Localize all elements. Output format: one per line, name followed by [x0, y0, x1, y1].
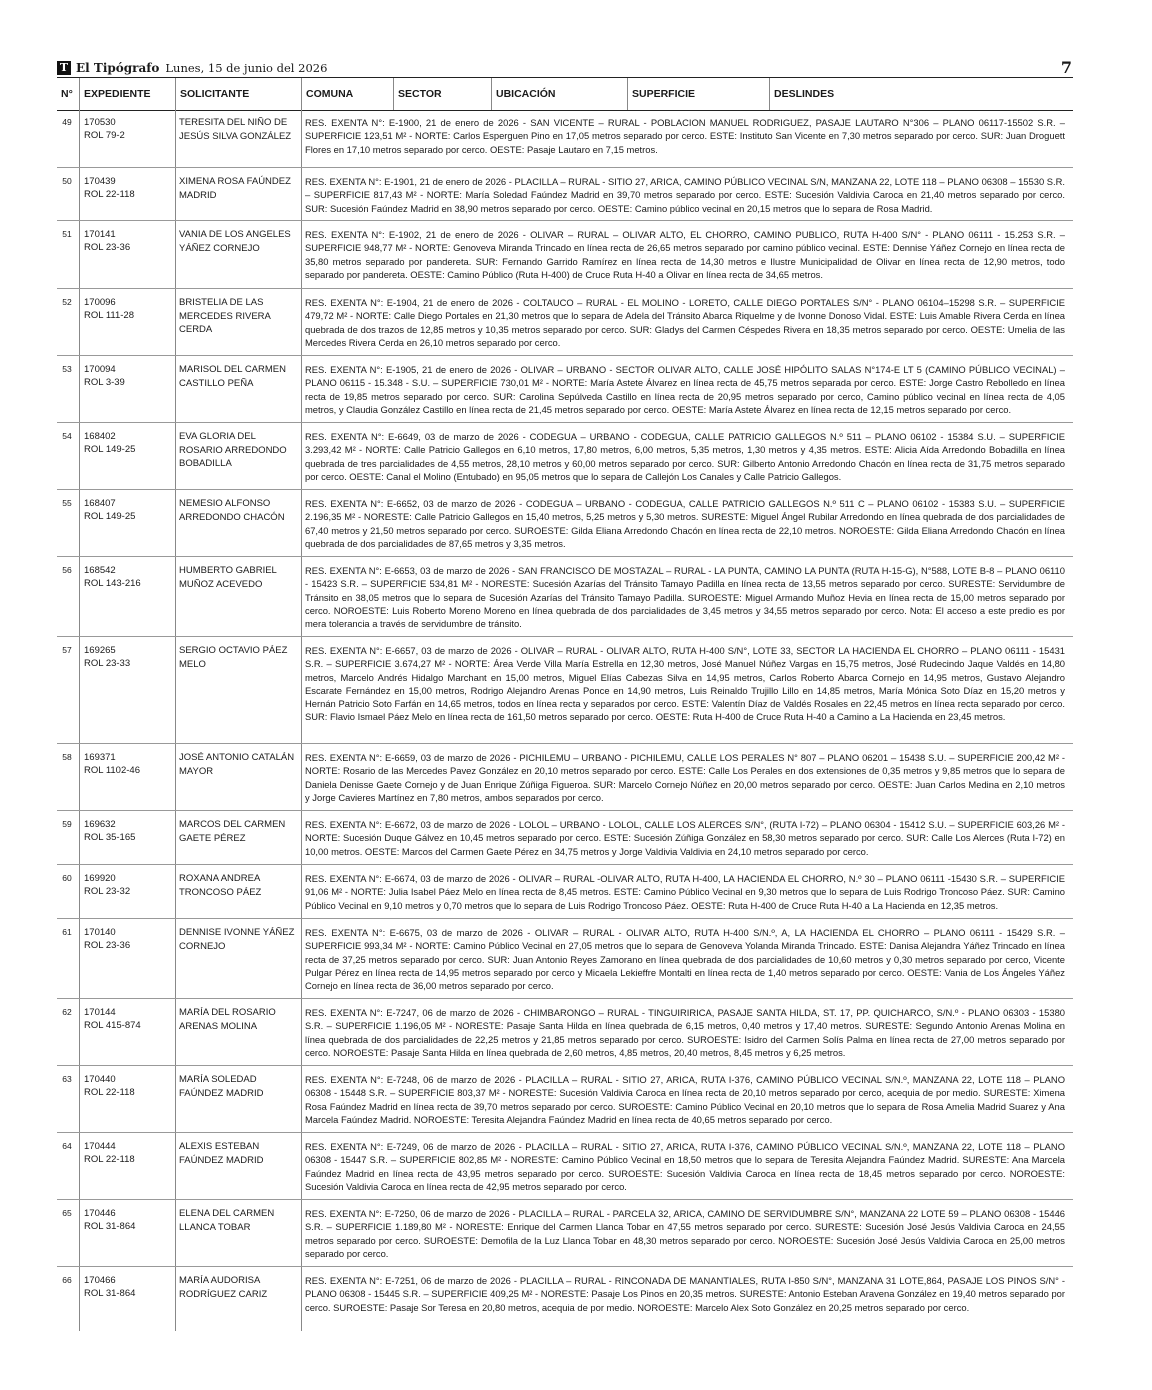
solicitante-cell: MARÍA SOLEDAD FAÚNDEZ MADRID: [179, 1074, 264, 1099]
solicitante-cell: EVA GLORIA DEL ROSARIO ARREDONDO BOBADILLA: [179, 431, 287, 469]
rol-number: ROL 415-874: [84, 1020, 141, 1031]
table-row: [57, 1066, 1073, 1133]
newspaper-logo-icon: T: [57, 61, 71, 75]
expediente-number: 168407: [84, 498, 116, 509]
expediente-number: 169265: [84, 645, 116, 656]
solicitante-cell: VANIA DE LOS ANGELES YÁÑEZ CORNEJO: [179, 229, 291, 254]
newspaper-name: El Tipógrafo: [76, 61, 160, 75]
table-row: [57, 1200, 1073, 1267]
expediente-cell: [84, 751, 169, 777]
deslindes-cell: RES. EXENTA N°: E-6674, 03 de marzo de 2026 - OLIVAR – RURAL -OLIVAR ALTO, RUTA H-400, LA HACIENDA EL CHORRO, N.º 30 – PLANO 06111 -15430 S.R. – SUPERFICIE 91,06 M² - NORTE: Julia Isabel Páez Melo en línea recta de 8,45 metros. ESTE: Camino Público Vecinal en 9,30 metros que lo separa de Luis Rodrigo Troncoso Páez. SUR: Camino Público Vecinal en 9,10 metros y 0,70 metros que lo separa de Luis Rodrigo Troncoso Páez. OESTE: Ruta H-400 de Cruce Ruta H-40 a La Hacienda en 12,35 metros.: [305, 873, 1065, 911]
rol-number: ROL 22-118: [84, 1087, 135, 1098]
deslindes-cell: RES. EXENTA N°: E-6659, 03 de marzo de 2026 - PICHILEMU – URBANO - PICHILEMU, CALLE LOS PERALES N° 807 – PLANO 06201 – 15438 S.U. – SUPERFICIE 200,42 M² - NORTE: Rosario de las Mercedes Pavez González en 20,10 metros separado por cerco. ESTE: Calle Los Perales en dos extensiones de 0,35 metros y 9,85 metros que lo separa de Daniela Denisse Gaete Cornejo y de Juan Enrique Zúñiga Figueroa. SUR: Marcelo Cornejo Núñez en 20,00 metros separado por cerco. OESTE: Juan Carlos Medina en 2,10 metros y Jorge Cavieres Martínez en 7,80 metros, ambos separados por cerco.: [305, 752, 1065, 803]
row-number: 54: [62, 431, 72, 441]
expediente-cell: [84, 644, 169, 670]
expediente-cell: [84, 1140, 169, 1166]
row-number: 60: [62, 873, 72, 883]
deslindes-cell: RES. EXENTA N°: E-7247, 06 de marzo de 2026 - CHIMBARONGO – RURAL - TINGUIRIRICA, PASAJE SANTA HILDA, ST. 17, PP. QUICHARCO, S/N.º - PLANO 06303 - 15380 S.R. – SUPERFICIE 1.196,05 M² - NORESTE: Pasaje Santa Hilda en línea quebrada de 6,15 metros, 0,40 metros y 17,40 metros. SURESTE: Segundo Antonio Arenas Molina en línea quebrada de dos parcialidades de 22,25 metros y 21,85 metros separado por cerco. SUROESTE: Isidro del Carmen Solís Palma en línea recta de 27,00 metros separado por cerco. NOROESTE: Pasaje Santa Hilda en línea quebrada de 2,60 metros, 4,85 metros, 20,40 metros, 8,45 metros y 6,25 metros.: [305, 1007, 1065, 1058]
table-row: [57, 168, 1073, 221]
expediente-number: 170466: [84, 1275, 116, 1286]
expediente-number: 168402: [84, 431, 116, 442]
expediente-number: 170096: [84, 297, 116, 308]
expediente-number: 170440: [84, 1074, 116, 1085]
row-number: 63: [62, 1074, 72, 1084]
expediente-cell: [84, 497, 169, 523]
table-row: [57, 423, 1073, 490]
table-row: [57, 811, 1073, 865]
expediente-number: 170140: [84, 927, 116, 938]
deslindes-cell: RES. EXENTA N°: E-1902, 21 de enero de 2026 - OLIVAR – RURAL – OLIVAR ALTO, EL CHORRO, CAMINO PUBLICO, RUTA H-400 S/N° - PLANO 06111 - 15.253 S.R. – SUPERFICIE 948,77 M² - NORTE: Genoveva Miranda Trincado en línea recta de 26,65 metros separado por camino público vecinal. ESTE: Dennise Yáñez Cornejo en línea recta de 35,80 metros separado por pandereta. SUR: Fernando Garrido Ramírez en línea recta de 14,30 metros e Ilustre Municipalidad de Olivar en línea recta de 12,90 metros, todo separado por pandereta. OESTE: Camino Público (Ruta H-400) de Cruce Ruta H-40 a Olivar en línea recta de 34,65 metros.: [305, 229, 1065, 280]
rol-number: ROL 149-25: [84, 511, 136, 522]
row-number: 50: [62, 176, 72, 186]
masthead: [57, 58, 1072, 78]
deslindes-cell: RES. EXENTA N°: E-6653, 03 de marzo de 2026 - SAN FRANCISCO DE MOSTAZAL – RURAL - LA PUNTA, CAMINO LA PUNTA (RUTA H-15-G), N°588, LOTE B-8 – PLANO 06110 - 15423 S.R. – SUPERFICIE 534,81 M² - NORESTE: Sucesión Azarías del Tránsito Tamayo Padilla en línea recta de 13,55 metros separado por cerco. SURESTE: Servidumbre de Tránsito en 38,05 metros que lo separa de Sucesión Azarías del Tránsito Tamayo Padilla. SUROESTE: Miguel Armando Muñoz Hevia en línea recta de 15,00 metros separado por cerco. NOROESTE: Luis Roberto Moreno Moreno en línea quebrada de dos parcialidades de 3,45 metros y 34,55 metros separado por cerco. Nota: El acceso a este predio es por mera tolerancia a través de servidumbre de tránsito.: [305, 565, 1065, 630]
expediente-cell: [84, 228, 169, 254]
deslindes-cell: RES. EXENTA N°: E-6657, 03 de marzo de 2026 - OLIVAR – RURAL - OLIVAR ALTO, RUTA H-400 S/N°, LOTE 33, SECTOR LA HACIENDA EL CHORRO – PLANO 06111 - 15431 S.R. – SUPERFICIE 3.674,27 M² - NORTE: Área Verde Villa María Estrella en 12,30 metros, José Manuel Núñez Vargas en 15,75 metros, José Rudecindo Jaque Valdés en 14,80 metros, Marcelo Andrés Hidalgo Marchant en 15,00 metros, Miguel Elías Cabezas Silva en 14,95 metros, Carlos Roberto Abarca Cornejo en 14,95 metros, Gustavo Alejandro Escarate Fernández en 15,00 metros, Rodrigo Alejandro Arenas Ponce en 14,90 metros, Luis Reinaldo Trujillo Lillo en 14,85 metros, María Mónica Soto Díaz en 15,20 metros y Hernán Patricio Soto Farfán en 14,65 metros, todos en línea recta y separados por cerco. ESTE: Valentín Díaz de Valdés Rosales en 22,45 metros en línea recta separado por cerco. SUR: Flavio Ismael Páez Melo en línea recta de 161,50 metros separado por cerco. OESTE: Ruta H-400 de Cruce Ruta H-40 a Camino a La Hacienda en 23,45 metros.: [305, 645, 1065, 723]
solicitante-cell: MARÍA AUDORISA RODRÍGUEZ CARIZ: [179, 1275, 268, 1300]
expediente-number: 170094: [84, 364, 116, 375]
expediente-cell: [84, 430, 169, 456]
expediente-cell: [84, 1073, 169, 1099]
solicitante-cell: ROXANA ANDREA TRONCOSO PÁEZ: [179, 873, 262, 898]
table-row: [57, 356, 1073, 423]
rol-number: ROL 31-864: [84, 1221, 136, 1232]
expediente-cell: [84, 1006, 169, 1032]
row-number: 52: [62, 297, 72, 307]
header-deslindes: DESLINDES: [769, 78, 1073, 110]
table-row: [57, 744, 1073, 811]
rol-number: ROL 23-32: [84, 886, 131, 897]
deslindes-cell: RES. EXENTA N°: E-1901, 21 de enero de 2026 - PLACILLA – RURAL - SITIO 27, ARICA, CAMINO PÚBLICO VECINAL S/N, MANZANA 22, LOTE 118 – PLANO 06308 – 15530 S.R. – SUPERFICIE 817,43 M² - NORTE: María Soledad Faúndez Madrid en 39,70 metros separado por cerco. ESTE: Sucesión Valdivia Caroca en 21,40 metros separado por cerco. SUR: Sucesión Faúndez Madrid en 38,90 metros separado por cerco. OESTE: Camino público vecinal en 20,15 metros que lo separa de Rosa Madrid.: [305, 176, 1065, 214]
expediente-cell: [84, 926, 169, 952]
deslindes-cell: RES. EXENTA N°: E-6652, 03 de marzo de 2026 - CODEGUA – URBANO - CODEGUA, CALLE PATRICIO GALLEGOS N.º 511 C – PLANO 06102 - 15383 S.U. – SUPERFICIE 2.196,35 M² - NORESTE: Calle Patricio Gallegos en 15,40 metros, 5,25 metros y 5,30 metros. SURESTE: Miguel Ángel Rubilar Arredondo en línea quebrada de dos parcialidades de 67,40 metros y 21,50 metros separado por cerco. SUROESTE: Gilda Eliana Arredondo Chacón en línea recta de 22,10 metros. NOROESTE: Gilda Eliana Arredondo Chacón en línea quebrada de dos parcialidades de 87,65 metros y 3,35 metros.: [305, 498, 1065, 549]
row-number: 62: [62, 1007, 72, 1017]
expediente-number: 170141: [84, 229, 116, 240]
table-row: [57, 637, 1073, 744]
deslindes-cell: RES. EXENTA N°: E-1905, 21 de enero de 2026 - OLIVAR – URBANO - SECTOR OLIVAR ALTO, CALLE JOSÉ HIPÓLITO SALAS N°174-E LT 5 (CAMINO PÚBLICO VECINAL) – PLANO 06115 - 15.348 - S.U. – SUPERFICIE 730,01 M² - NORTE: María Astete Álvarez en línea recta de 45,75 metros separada por cerco. ESTE: Jorge Castro Rebolledo en línea recta de 19,85 metros separado por cerco. SUR: Carolina Sepúlveda Castillo en línea recta de 20,95 metros separado por cerco, Camino público vecinal en línea recta de 4,05 metros, y Claudia González Castillo en línea recta de 21,45 metros separado por cerco. OESTE: María Astete Álvarez en línea recta de 12,15 metros separado por cerco.: [305, 364, 1065, 415]
header-expediente: EXPEDIENTE: [79, 78, 175, 110]
expediente-cell: [84, 363, 169, 389]
rol-number: ROL 111-28: [84, 310, 134, 321]
row-number: 59: [62, 819, 72, 829]
header-comuna: COMUNA: [301, 78, 393, 110]
expediente-number: 169632: [84, 819, 116, 830]
table-row: [57, 289, 1073, 356]
table-row: [57, 865, 1073, 919]
solicitante-cell: SERGIO OCTAVIO PÁEZ MELO: [179, 645, 288, 670]
expediente-number: 170446: [84, 1208, 116, 1219]
solicitante-cell: XIMENA ROSA FAÚNDEZ MADRID: [179, 176, 291, 201]
expediente-cell: [84, 564, 169, 590]
expediente-number: 170444: [84, 1141, 116, 1152]
expediente-cell: [84, 818, 169, 844]
solicitante-cell: TERESITA DEL NIÑO DE JESÚS SILVA GONZÁLEZ: [179, 117, 292, 142]
solicitante-cell: BRISTELIA DE LAS MERCEDES RIVERA CERDA: [179, 297, 271, 335]
table-row: [57, 919, 1073, 999]
row-number: 65: [62, 1208, 72, 1218]
rol-number: ROL 22-118: [84, 1154, 135, 1165]
row-number: 56: [62, 565, 72, 575]
solicitante-cell: ELENA DEL CARMEN LLANCA TOBAR: [179, 1208, 275, 1233]
deslindes-cell: RES. EXENTA N°: E-6649, 03 de marzo de 2026 - CODEGUA – URBANO - CODEGUA, CALLE PATRICIO GALLEGOS N.º 511 – PLANO 06102 - 15384 S.U. – SUPERFICIE 3.293,42 M² - NORTE: Calle Patricio Gallegos en 6,10 metros, 17,80 metros, 6,00 metros, 5,35 metros, 1,30 metros y 4,35 metros. ESTE: Alicia Aída Arredondo Bobadilla en línea quebrada de tres parcialidades de 4,55 metros, 28,10 metros y 60,00 metros separado por cerco. SUR: Gilberto Antonio Arredondo Chacón en línea recta de 31,75 metros separado por cerco. OESTE: Canal el Molino (Entubado) en 95,05 metros que lo separa de Callejón Los Canales y Calle Patricio Gallegos.: [305, 431, 1065, 482]
table-row: [57, 999, 1073, 1066]
header-sector: SECTOR: [393, 78, 491, 110]
solicitante-cell: NEMESIO ALFONSO ARREDONDO CHACÓN: [179, 498, 285, 523]
rol-number: ROL 149-25: [84, 444, 136, 455]
expediente-cell: [84, 1274, 169, 1300]
solicitante-cell: MARCOS DEL CARMEN GAETE PÉREZ: [179, 819, 286, 844]
deslindes-cell: RES. EXENTA N°: E-7250, 06 de marzo de 2026 - PLACILLA – RURAL - PARCELA 32, ARICA, CAMINO DE SERVIDUMBRE S/N°, MANZANA 22 LOTE 59 – PLANO 06308 - 15446 S.R. – SUPERFICIE 1.189,80 M² - NORESTE: Enrique del Carmen Llanca Tobar en 47,55 metros separado por cerco. SURESTE: Sucesión José Jesús Valdivia Caroca en 24,55 metros separado por cerco. SUROESTE: Demofila de la Luz Llanca Tobar en 48,30 metros separado por cerco. NOROESTE: Sucesión José Jesús Valdivia Caroca en 25,00 metros separado por cerco.: [305, 1208, 1065, 1259]
table-row: [57, 109, 1073, 168]
header-solicitante: SOLICITANTE: [175, 78, 301, 110]
deslindes-cell: RES. EXENTA N°: E-7248, 06 de marzo de 2026 - PLACILLA – RURAL - SITIO 27, ARICA, RUTA I-376, CAMINO PÚBLICO VECINAL S/N.º, MANZANA 22, LOTE 118 – PLANO 06308 - 15448 S.R. – SUPERFICIE 803,37 M² - NORESTE: Sucesión Valdivia Caroca en línea recta de 20,10 metros separado por cerco, acequia de por medio. SURESTE: Ximena Rosa Faúndez Madrid en línea recta de 39,70 metros separado por cerco. SUROESTE: Camino Público Vecinal en 20,10 metros que lo separa de Rosa Amelia Madrid Suarez y Ana Marcela Faúndez Madrid. NOROESTE: Teresita Alejandra Faúndez Madrid en línea recta de 40,65 metros separado por cerco.: [305, 1074, 1065, 1125]
row-number: 49: [62, 117, 72, 127]
row-number: 53: [62, 364, 72, 374]
table-row: [57, 557, 1073, 637]
expediente-number: 170144: [84, 1007, 116, 1018]
page-number: 7: [1060, 58, 1072, 77]
deslindes-cell: RES. EXENTA N°: E-7251, 06 de marzo de 2026 - PLACILLA – RURAL - RINCONADA DE MANANTIALES, RUTA I-850 S/N°, MANZANA 31 LOTE,864, PASAJE LOS PINOS S/N° - PLANO 06308 - 15445 S.R. – SUPERFICIE 409,25 M² - NORESTE: Pasaje Los Pinos en 20,35 metros. SURESTE: Antonio Esteban Aravena González en 19,40 metros separado por cerco. SUROESTE: Pasaje Sor Teresa en 20,80 metros, acequia de por medio. NOROESTE: Marcelo Alex Soto González en 20,25 metros separado por cerco.: [305, 1275, 1065, 1313]
deslindes-cell: RES. EXENTA N°: E-6672, 03 de marzo de 2026 - LOLOL – URBANO - LOLOL, CALLE LOS ALERCES S/N°, (RUTA I-72) – PLANO 06304 - 15412 S.U. – SUPERFICIE 603,26 M² - NORTE: Sucesión Duque Gálvez en 10,45 metros separado por cerco. ESTE: Sucesión Zúñiga González en 58,30 metros separado por cerco. SUR: Calle Los Alerces (Ruta I-72) en 10,00 metros. OESTE: Marcos del Carmen Gaete Pérez en 34,75 metros y Jorge Valdivia Valdivia en 24,10 metros separado por cerco.: [305, 819, 1065, 857]
rol-number: ROL 22-118: [84, 189, 135, 200]
table-row: [57, 221, 1073, 289]
table-row: [57, 1133, 1073, 1200]
solicitante-cell: DENNISE IVONNE YÁÑEZ CORNEJO: [179, 927, 295, 952]
header-superficie: SUPERFICIE: [627, 78, 769, 110]
table-row: [57, 490, 1073, 557]
rol-number: ROL 1102-46: [84, 765, 140, 776]
row-number: 57: [62, 645, 72, 655]
expediente-number: 170530: [84, 117, 116, 128]
expediente-cell: [84, 175, 169, 201]
rol-number: ROL 23-33: [84, 658, 131, 669]
solicitante-cell: HUMBERTO GABRIEL MUÑOZ ACEVEDO: [179, 565, 277, 590]
header-ubicacion: UBICACIÓN: [491, 78, 627, 110]
rol-number: ROL 35-165: [84, 832, 136, 843]
expediente-cell: [84, 116, 169, 142]
expediente-cell: [84, 1207, 169, 1233]
solicitante-cell: ALEXIS ESTEBAN FAÚNDEZ MADRID: [179, 1141, 264, 1166]
row-number: 58: [62, 752, 72, 762]
row-number: 55: [62, 498, 72, 508]
rol-number: ROL 31-864: [84, 1288, 136, 1299]
issue-date: Lunes, 15 de junio del 2026: [165, 61, 328, 75]
solicitante-cell: MARÍA DEL ROSARIO ARENAS MOLINA: [179, 1007, 276, 1032]
expediente-cell: [84, 872, 169, 898]
rol-number: ROL 23-36: [84, 940, 131, 951]
expediente-number: 168542: [84, 565, 116, 576]
header-num: N°: [61, 88, 73, 100]
solicitante-cell: JOSÉ ANTONIO CATALÁN MAYOR: [179, 752, 295, 777]
expediente-number: 170439: [84, 176, 116, 187]
row-number: 66: [62, 1275, 72, 1285]
rol-number: ROL 143-216: [84, 578, 141, 589]
table-header: [57, 77, 1073, 111]
deslindes-cell: RES. EXENTA N°: E-6675, 03 de marzo de 2026 - OLIVAR – RURAL - OLIVAR ALTO, RUTA H-400 S/N.º, A, LA HACIENDA EL CHORRO – PLANO 06111 - 15429 S.R. – SUPERFICIE 993,34 M² - NORTE: Camino Público Vecinal en 27,05 metros que lo separa de Genoveva Yolanda Miranda Trincado. ESTE: Danisa Alejandra Yáñez Trincado en línea recta de 37,25 metros separado por cerco. SUR: Juan Antonio Reyes Zamorano en línea quebrada de dos parcialidades de 10,60 metros y 0,30 metros separado por cerco, Vicente Pulgar Pérez en línea recta de 14,95 metros separado por cerco y Micaela Lekieffre Montalti en línea recta de 1,40 metros separado por cerco. OESTE: Vania de Los Ángeles Yáñez Cornejo en línea recta de 36,00 metros separado por cerco.: [305, 927, 1065, 992]
deslindes-cell: RES. EXENTA N°: E-1904, 21 de enero de 2026 - COLTAUCO – RURAL - EL MOLINO - LORETO, CALLE DIEGO PORTALES S/N° - PLANO 06104–15298 S.R. – SUPERFICIE 479,72 M² - NORTE: Calle Diego Portales en 21,30 metros que lo separa de Adela del Tránsito Abarca Riquelme y de Ivonne Donoso Vidal. ESTE: Luis Amable Rivera Cerda en línea quebrada de dos trazos de 12,85 metros y 10,35 metros separado por cerco. SUR: Gladys del Carmen Céspedes Rivera en 18,35 metros separado por cerco. OESTE: Umelia de las Mercedes Rivera Cerda en 26,10 metros separado por cerco.: [305, 297, 1065, 348]
expediente-number: 169371: [84, 752, 116, 763]
rol-number: ROL 23-36: [84, 242, 131, 253]
solicitante-cell: MARISOL DEL CARMEN CASTILLO PEÑA: [179, 364, 286, 389]
row-number: 51: [62, 229, 72, 239]
deslindes-cell: RES. EXENTA N°: E-1900, 21 de enero de 2026 - SAN VICENTE – RURAL - POBLACION MANUEL RODRIGUEZ, PASAJE LAUTARO N°306 – PLANO 06117-15502 S.R. – SUPERFICIE 123,51 M² - NORTE: Carlos Esperguen Pino en 17,05 metros separado por cerco. ESTE: Instituto San Vicente en 7,30 metros separado por cerco. SUR: Juan Droguett Flores en 17,10 metros separado por cerco. OESTE: Pasaje Lautaro en 7,15 metros.: [305, 117, 1065, 155]
expediente-cell: [84, 296, 169, 322]
deslindes-cell: RES. EXENTA N°: E-7249, 06 de marzo de 2026 - PLACILLA – RURAL - SITIO 27, ARICA, RUTA I-376, CAMINO PÚBLICO VECINAL S/N.º, MANZANA 22, LOTE 118 – PLANO 06308 - 15447 S.R. – SUPERFICIE 802,85 M² - NORESTE: Camino Público Vecinal en 18,50 metros que lo separa de Teresita Alejandra Faúndez Madrid. SURESTE: Ana Marcela Faúndez Madrid en línea recta de 43,95 metros separado por cerco. SUROESTE: Sucesión Valdivia Caroca en línea recta de 18,45 metros separado por cerco. NOROESTE: Sucesión Valdivia Caroca en línea recta de 42,95 metros separado por cerco.: [305, 1141, 1065, 1192]
row-number: 64: [62, 1141, 72, 1151]
rol-number: ROL 79-2: [84, 130, 125, 141]
row-number: 61: [62, 927, 72, 937]
rol-number: ROL 3-39: [84, 377, 125, 388]
expediente-number: 169920: [84, 873, 116, 884]
